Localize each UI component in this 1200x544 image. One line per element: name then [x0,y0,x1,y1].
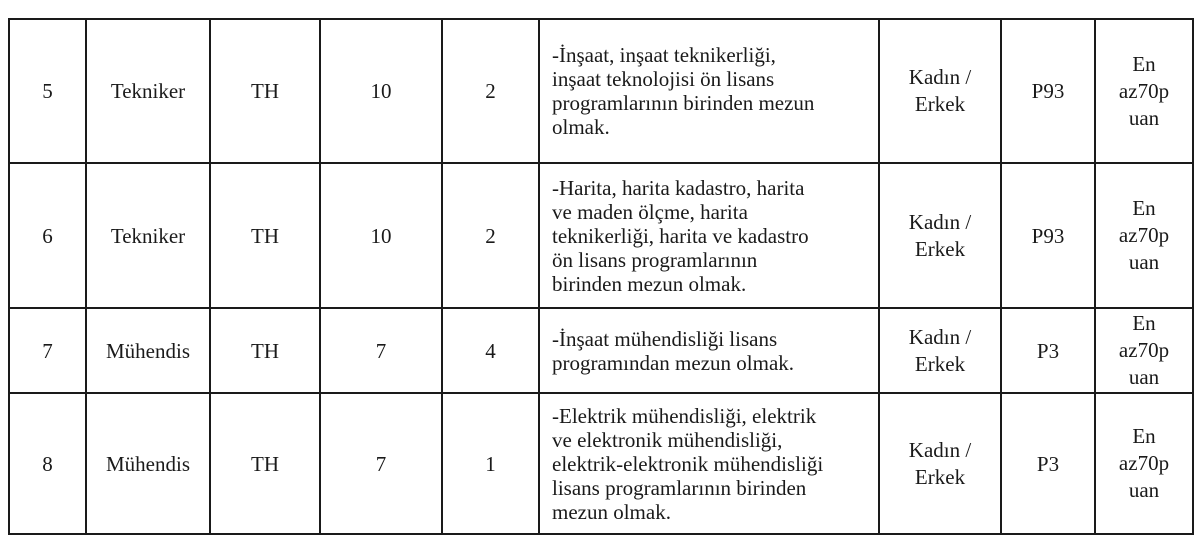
qualification-text: -Elektrik mühendisliği, elektrik ve elektronik mühendisliği, elektrik-elektronik mühendisliği lisans programlarının birinden mezun olmak. [539,393,879,534]
minimum-score: En az70p uan [1095,19,1193,163]
position-code: TH [210,163,320,308]
table-row [9,393,1193,534]
position-code: TH [210,308,320,393]
table-row [9,163,1193,308]
grade: 10 [320,19,442,163]
minimum-score: En az70p uan [1095,163,1193,308]
position-title: Tekniker [86,163,210,308]
position-count: 4 [442,308,539,393]
table-row [9,308,1193,393]
score-type: P93 [1001,163,1095,308]
score-type: P3 [1001,308,1095,393]
grade: 10 [320,163,442,308]
qualification-text: -Harita, harita kadastro, harita ve maden ölçme, harita teknikerliği, harita ve kadastro ön lisans programlarının birinden mezun olmak. [539,163,879,308]
qualification-text: -İnşaat, inşaat teknikerliği, inşaat teknolojisi ön lisans programlarının birinden mezun olmak. [539,19,879,163]
position-code: TH [210,393,320,534]
qualification-text: -İnşaat mühendisliği lisans programından mezun olmak. [539,308,879,393]
score-type: P93 [1001,19,1095,163]
position-title: Mühendis [86,308,210,393]
minimum-score: En az70p uan [1095,393,1193,534]
grade: 7 [320,308,442,393]
gender: Kadın / Erkek [879,393,1001,534]
position-count: 2 [442,19,539,163]
position-title: Tekniker [86,19,210,163]
minimum-score: En az70p uan [1095,308,1193,393]
position-code: TH [210,19,320,163]
positions-table [8,18,1194,535]
row-number: 5 [9,19,86,163]
row-number: 6 [9,163,86,308]
position-count: 2 [442,163,539,308]
gender: Kadın / Erkek [879,163,1001,308]
position-title: Mühendis [86,393,210,534]
row-number: 8 [9,393,86,534]
grade: 7 [320,393,442,534]
row-number: 7 [9,308,86,393]
table-row [9,19,1193,163]
gender: Kadın / Erkek [879,19,1001,163]
position-count: 1 [442,393,539,534]
score-type: P3 [1001,393,1095,534]
gender: Kadın / Erkek [879,308,1001,393]
